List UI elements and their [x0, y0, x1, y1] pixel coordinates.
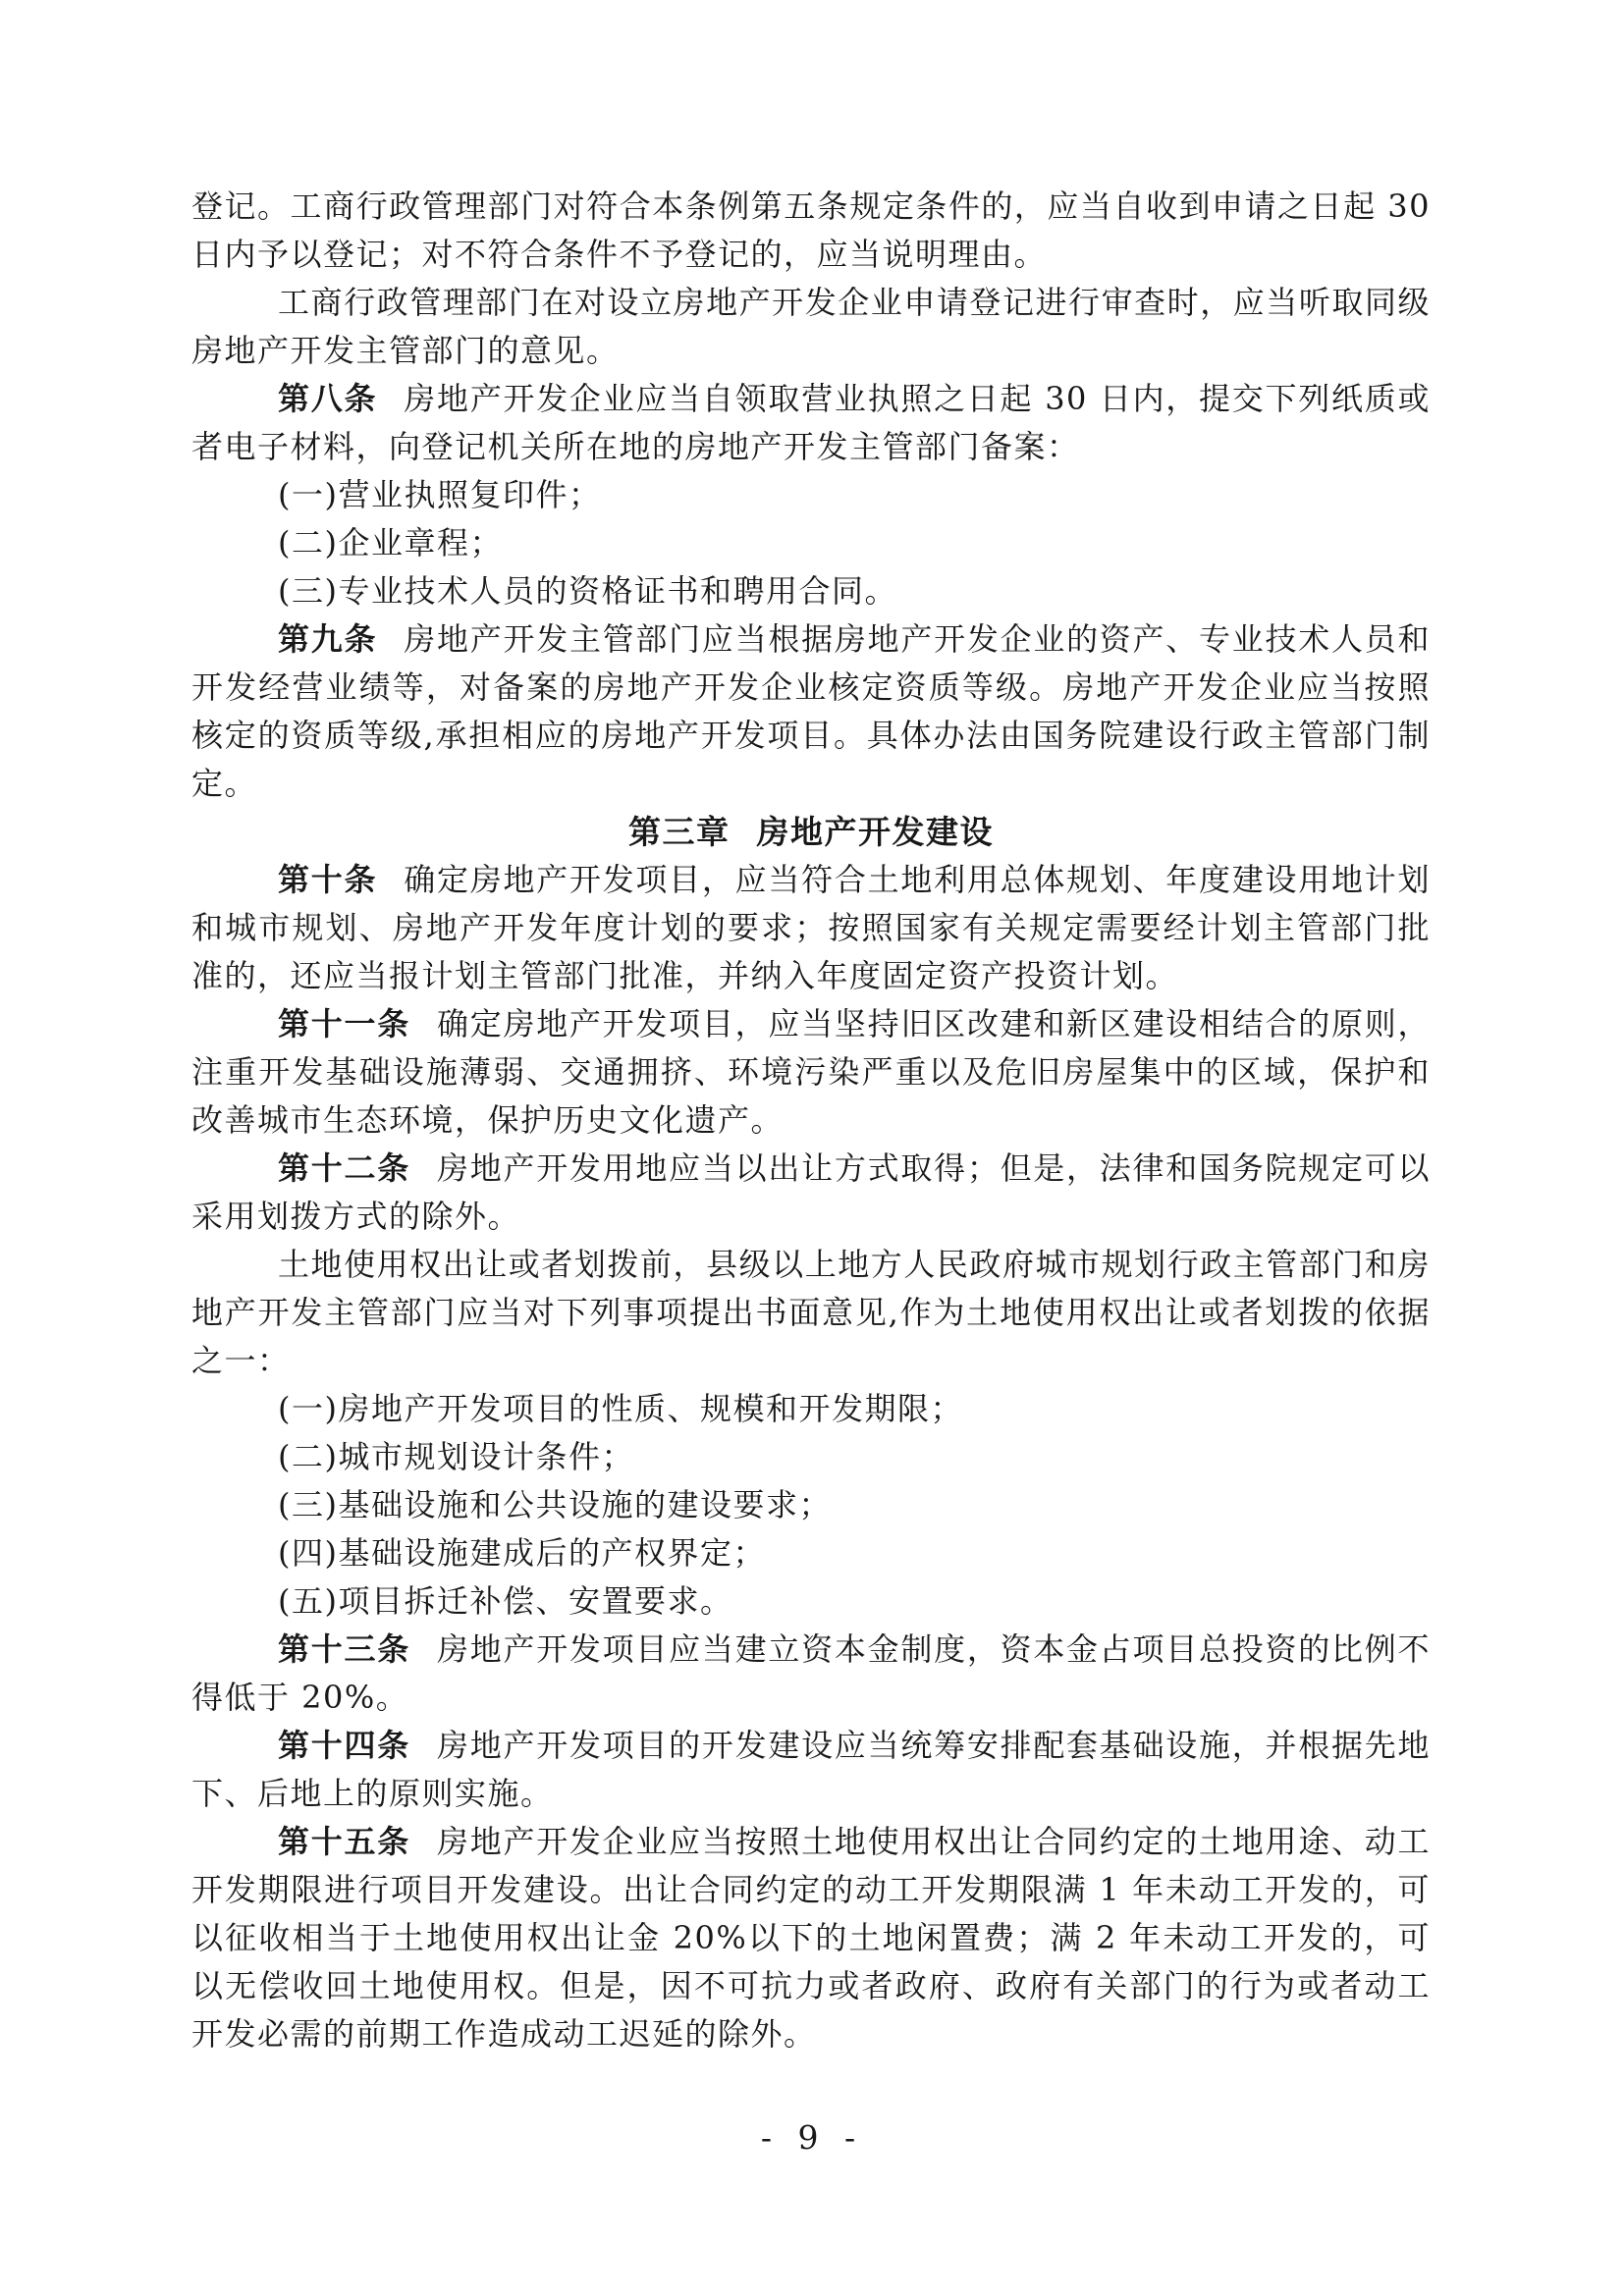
paragraph-text: 房地产开发企业应当自领取营业执照之日起 30 日内，提交下列纸质或者电子材料，向登记机关所在地的房地产开发主管部门备案： [191, 380, 1431, 465]
paragraph-text: 确定房地产开发项目，应当坚持旧区改建和新区建设相结合的原则，注重开发基础设施薄弱、交通拥挤、环境污染严重以及危旧房屋集中的区域，保护和改善城市生态环境，保护历史文化遗产。 [191, 1005, 1431, 1139]
chapter-number: 第三章 [628, 813, 731, 851]
paragraph: (一)营业执照复印件； [278, 476, 602, 513]
paragraph: (四)基础设施建成后的产权界定； [278, 1534, 766, 1572]
paragraph: (三)专业技术人员的资格证书和聘用合同。 [278, 572, 897, 610]
paragraph: 土地使用权出让或者划拨前，县级以上地方人民政府城市规划行政主管部门和房地产开发主管部门应当对下列事项提出书面意见,作为土地使用权出让或者划拨的依据之一： [191, 1246, 1431, 1379]
article-number: 第八条 [278, 380, 378, 417]
paragraph-text: 房地产开发项目应当建立资本金制度，资本金占项目总投资的比例不得低于 20%。 [191, 1630, 1431, 1716]
chapter-heading [191, 808, 1431, 856]
article-paragraph [191, 615, 1431, 808]
article-number: 第十一条 [278, 1005, 410, 1042]
page-footer [0, 2118, 1624, 2157]
article-paragraph [191, 1722, 1431, 1818]
paragraph: (二)企业章程； [278, 524, 503, 561]
paragraph-text: 房地产开发企业应当按照土地使用权出让合同约定的土地用途、动工开发期限进行项目开发建设。出让合同约定的动工开发期限满 1 年未动工开发的，可以征收相当于土地使用权出让金 20%以下的土地闲置费；满 2 年未动工开发的，可以无偿收回土地使用权。但是，因不可抗力或者政府、政府有关部门的行为或者动工开发必需的前期工作造成动工迟延的除外。 [191, 1823, 1431, 2053]
paragraph: (一)房地产开发项目的性质、规模和开发期限； [278, 1390, 963, 1427]
document-body [191, 183, 1431, 2058]
paragraph: 工商行政管理部门在对设立房地产开发企业申请登记进行审查时，应当听取同级房地产开发主管部门的意见。 [191, 284, 1431, 369]
article-number: 第十四条 [278, 1727, 410, 1764]
paragraph-text: 房地产开发主管部门应当根据房地产开发企业的资产、专业技术人员和开发经营业绩等，对备案的房地产开发企业核定资质等级。房地产开发企业应当按照核定的资质等级,承担相应的房地产开发项目。具体办法由国务院建设行政主管部门制定。 [191, 620, 1431, 802]
paragraph: (二)城市规划设计条件； [278, 1438, 634, 1475]
article-paragraph [191, 1626, 1431, 1722]
paragraph-text: 房地产开发建设 [756, 813, 994, 851]
article-paragraph [191, 1000, 1431, 1145]
article-number: 第十条 [278, 861, 378, 898]
paragraph: (五)项目拆迁补偿、安置要求。 [278, 1582, 733, 1620]
paragraph: 登记。工商行政管理部门对符合本条例第五条规定条件的，应当自收到申请之日起 30 日内予以登记；对不符合条件不予登记的，应当说明理由。 [191, 187, 1431, 273]
paragraph-text: 房地产开发用地应当以出让方式取得；但是，法律和国务院规定可以采用划拨方式的除外。 [191, 1149, 1431, 1235]
article-number: 第十二条 [278, 1149, 410, 1187]
paragraph: (三)基础设施和公共设施的建设要求； [278, 1486, 832, 1523]
article-paragraph [191, 375, 1431, 471]
article-number: 第九条 [278, 620, 378, 658]
article-number: 第十五条 [278, 1823, 410, 1860]
paragraph-text: 房地产开发项目的开发建设应当统筹安排配套基础设施，并根据先地下、后地上的原则实施。 [191, 1727, 1431, 1812]
article-number: 第十三条 [278, 1630, 410, 1668]
article-paragraph [191, 1145, 1431, 1241]
article-paragraph [191, 1818, 1431, 2058]
page-number: - 9 - [760, 2118, 864, 2157]
article-paragraph [191, 856, 1431, 1000]
paragraph-text: 确定房地产开发项目，应当符合土地利用总体规划、年度建设用地计划和城市规划、房地产开发年度计划的要求；按照国家有关规定需要经计划主管部门批准的，还应当报计划主管部门批准，并纳入年度固定资产投资计划。 [191, 861, 1431, 994]
